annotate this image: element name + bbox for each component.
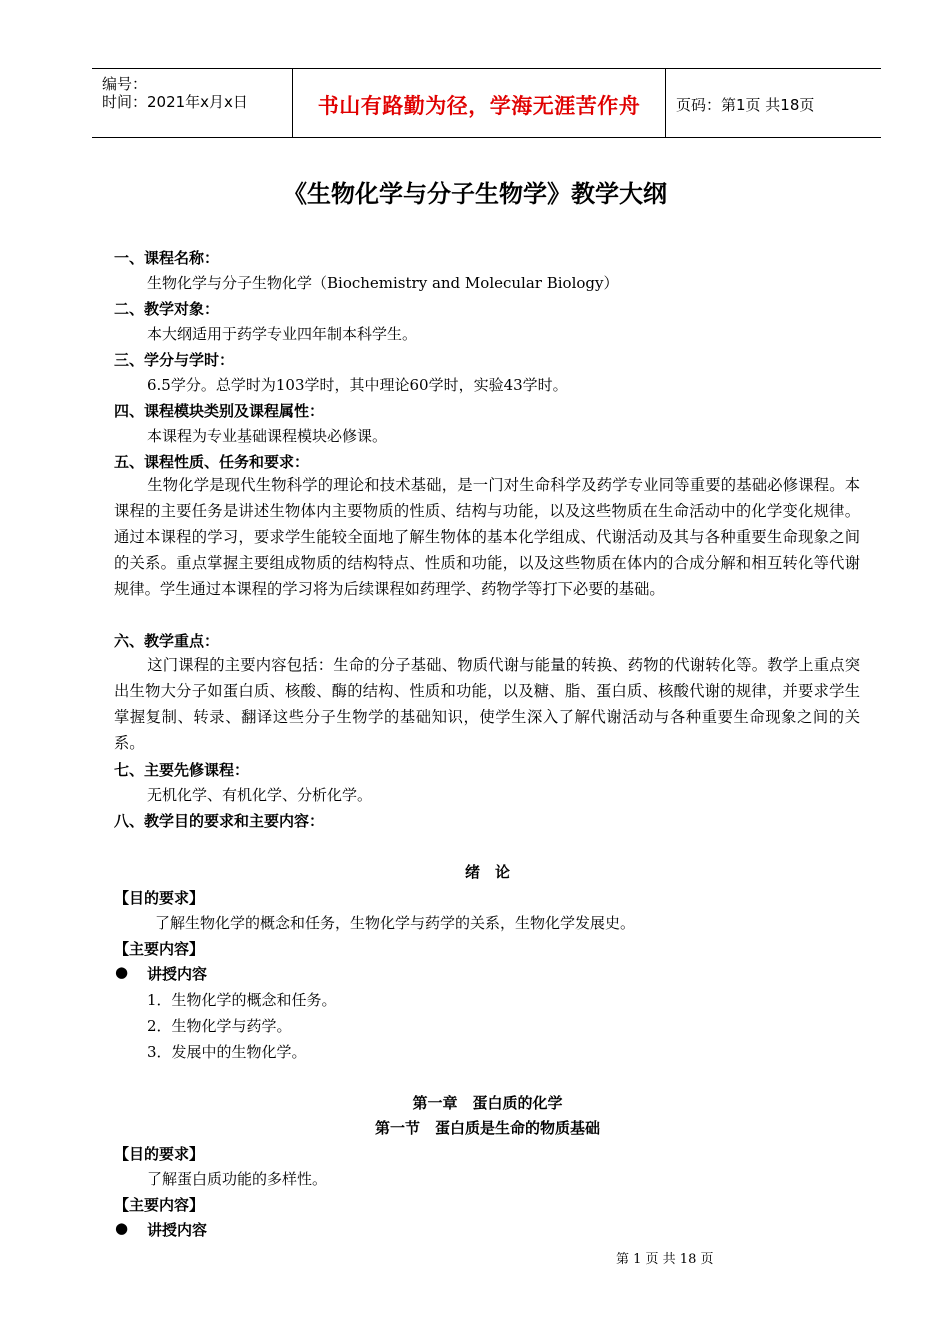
intro-lecture-label: 讲授内容 xyxy=(147,965,208,983)
section-body-2: 本大纲适用于药学专业四年制本科学生。 xyxy=(147,325,418,343)
time-text: 时间：2021年x月x日 xyxy=(102,93,248,111)
section-title: 第一节 蛋白质是生命的物质基础 xyxy=(374,1119,600,1137)
section-heading-7: 七、主要先修课程： xyxy=(114,761,250,779)
section-paragraph-6 xyxy=(114,652,860,756)
section-heading-3: 三、学分与学时： xyxy=(114,351,235,369)
section-heading-4: 四、课程模块类别及课程属性： xyxy=(114,402,325,420)
chapter-content-label: 【主要内容】 xyxy=(114,1196,205,1214)
section-heading-6: 六、教学重点： xyxy=(114,632,220,650)
section-heading-8: 八、教学目的要求和主要内容： xyxy=(114,812,325,830)
intro-title: 绪 论 xyxy=(464,863,510,881)
section-body-5: 生物化学是现代生物科学的理论和技术基础，是一门对生命科学及药学专业同等重要的基础必修课程。本课程的主要任务是讲述生物体内主要物质的性质、结构与功能，以及这些物质在生命活动中的化学变化规律。通过本课程的学习，要求学生能较全面地了解生物体的基本化学组成、代谢活动及其与各种重要生命现象之间的关系。重点掌握主要组成物质的结构特点、性质和功能，以及这些物质在体内的合成分解和相互转化等代谢规律。学生通过本课程的学习将为后续课程如药理学、药物学等打下必要的基础。 xyxy=(114,476,860,598)
section-heading-2: 二、教学对象： xyxy=(114,300,220,318)
header-page-cell xyxy=(666,69,881,137)
section-body-1: 生物化学与分子生物化学（Biochemistry and Molecular Biology） xyxy=(147,274,619,292)
section-body-4: 本课程为专业基础课程模块必修课。 xyxy=(147,427,388,445)
intro-goal-label: 【目的要求】 xyxy=(114,889,205,907)
code-label: 编号： xyxy=(102,75,148,93)
chapter-lecture-label: 讲授内容 xyxy=(147,1221,208,1239)
intro-content-label: 【主要内容】 xyxy=(114,940,205,958)
page-header-table xyxy=(92,68,881,138)
chapter-title: 第一章 蛋白质的化学 xyxy=(412,1094,563,1112)
document-title: 《生物化学与分子生物学》教学大纲 xyxy=(283,180,667,208)
bullet-icon: ● xyxy=(115,963,129,981)
page-info: 页码：第1页 共18页 xyxy=(676,96,815,114)
section-heading-5: 五、课程性质、任务和要求： xyxy=(114,453,310,471)
section-paragraph-5 xyxy=(114,472,860,602)
section-body-3: 6.5学分。总学时为103学时，其中理论60学时，实验43学时。 xyxy=(147,376,568,394)
chapter-goal-label: 【目的要求】 xyxy=(114,1145,205,1163)
intro-item-2: 2．生物化学与药学。 xyxy=(147,1017,292,1035)
intro-item-3: 3．发展中的生物化学。 xyxy=(147,1043,307,1061)
intro-item-1: 1．生物化学的概念和任务。 xyxy=(147,991,337,1009)
page-footer: 第 1 页 共 18 页 xyxy=(616,1252,714,1267)
header-meta-cell xyxy=(92,69,293,137)
motto-text: 书山有路勤为径，学海无涯苦作舟 xyxy=(317,94,641,118)
section-body-7: 无机化学、有机化学、分析化学。 xyxy=(147,786,373,804)
bullet-icon: ● xyxy=(115,1219,129,1237)
intro-goal-text: 了解生物化学的概念和任务，生物化学与药学的关系，生物化学发展史。 xyxy=(155,914,636,932)
section-heading-1: 一、课程名称： xyxy=(114,249,220,267)
header-motto-cell xyxy=(293,69,666,137)
chapter-goal-text: 了解蛋白质功能的多样性。 xyxy=(147,1170,328,1188)
section-body-6: 这门课程的主要内容包括：生命的分子基础、物质代谢与能量的转换、药物的代谢转化等。教学上重点突出生物大分子如蛋白质、核酸、酶的结构、性质和功能，以及糖、脂、蛋白质、核酸代谢的规律，并要求学生掌握复制、转录、翻译这些分子生物学的基础知识，使学生深入了解代谢活动与各种重要生命现象之间的关系。 xyxy=(114,656,860,752)
